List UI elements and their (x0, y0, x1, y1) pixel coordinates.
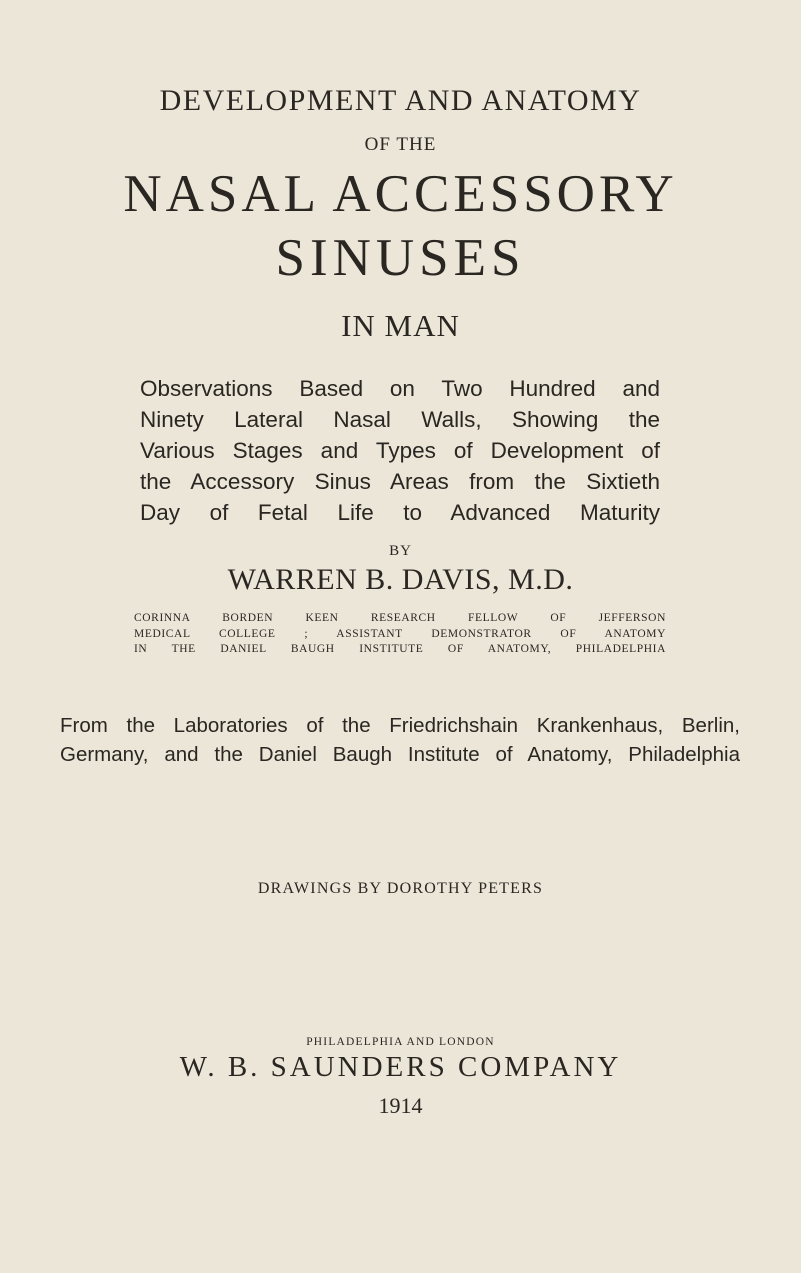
laboratories-line: Germany, and the Daniel Baugh Institute of Anatomy, Philadelphia (60, 743, 740, 766)
description-paragraph (140, 373, 660, 528)
laboratories-statement (60, 711, 740, 769)
description-line: Various Stages and Types of Development of (140, 438, 660, 463)
description-line: Day of Fetal Life to Advanced Maturity (140, 500, 660, 525)
author-affiliation (134, 611, 666, 658)
affiliation-line: MEDICAL COLLEGE ; ASSISTANT DEMONSTRATOR OF ANATOMY (134, 627, 666, 640)
publisher-name: W. B. SAUNDERS COMPANY (179, 1051, 622, 1083)
description-line: Ninety Lateral Nasal Walls, Showing the (140, 407, 660, 432)
drawings-credit: DRAWINGS BY DOROTHY PETERS (257, 880, 544, 897)
title-line-sinuses: SINUSES (275, 229, 526, 287)
description-line: the Accessory Sinus Areas from the Sixtieth (140, 469, 660, 494)
by-label: BY (389, 543, 412, 559)
description-line: Observations Based on Two Hundred and (140, 376, 660, 401)
author-name: WARREN B. DAVIS, M.D. (227, 563, 574, 596)
title-line-development: DEVELOPMENT AND ANATOMY (159, 84, 642, 117)
affiliation-line: IN THE DANIEL BAUGH INSTITUTE OF ANATOMY, PHILADELPHIA (134, 643, 666, 655)
title-line-in-man: IN MAN (341, 308, 460, 343)
laboratories-line: From the Laboratories of the Friedrichshain Krankenhaus, Berlin, (60, 714, 740, 737)
title-line-of-the: OF THE (364, 134, 437, 155)
imprint-places: PHILADELPHIA AND LONDON (306, 1036, 495, 1048)
publication-year: 1914 (378, 1093, 423, 1118)
title-line-nasal-accessory: NASAL ACCESSORY (123, 165, 678, 223)
affiliation-line: CORINNA BORDEN KEEN RESEARCH FELLOW OF JEFFERSON (134, 612, 666, 624)
